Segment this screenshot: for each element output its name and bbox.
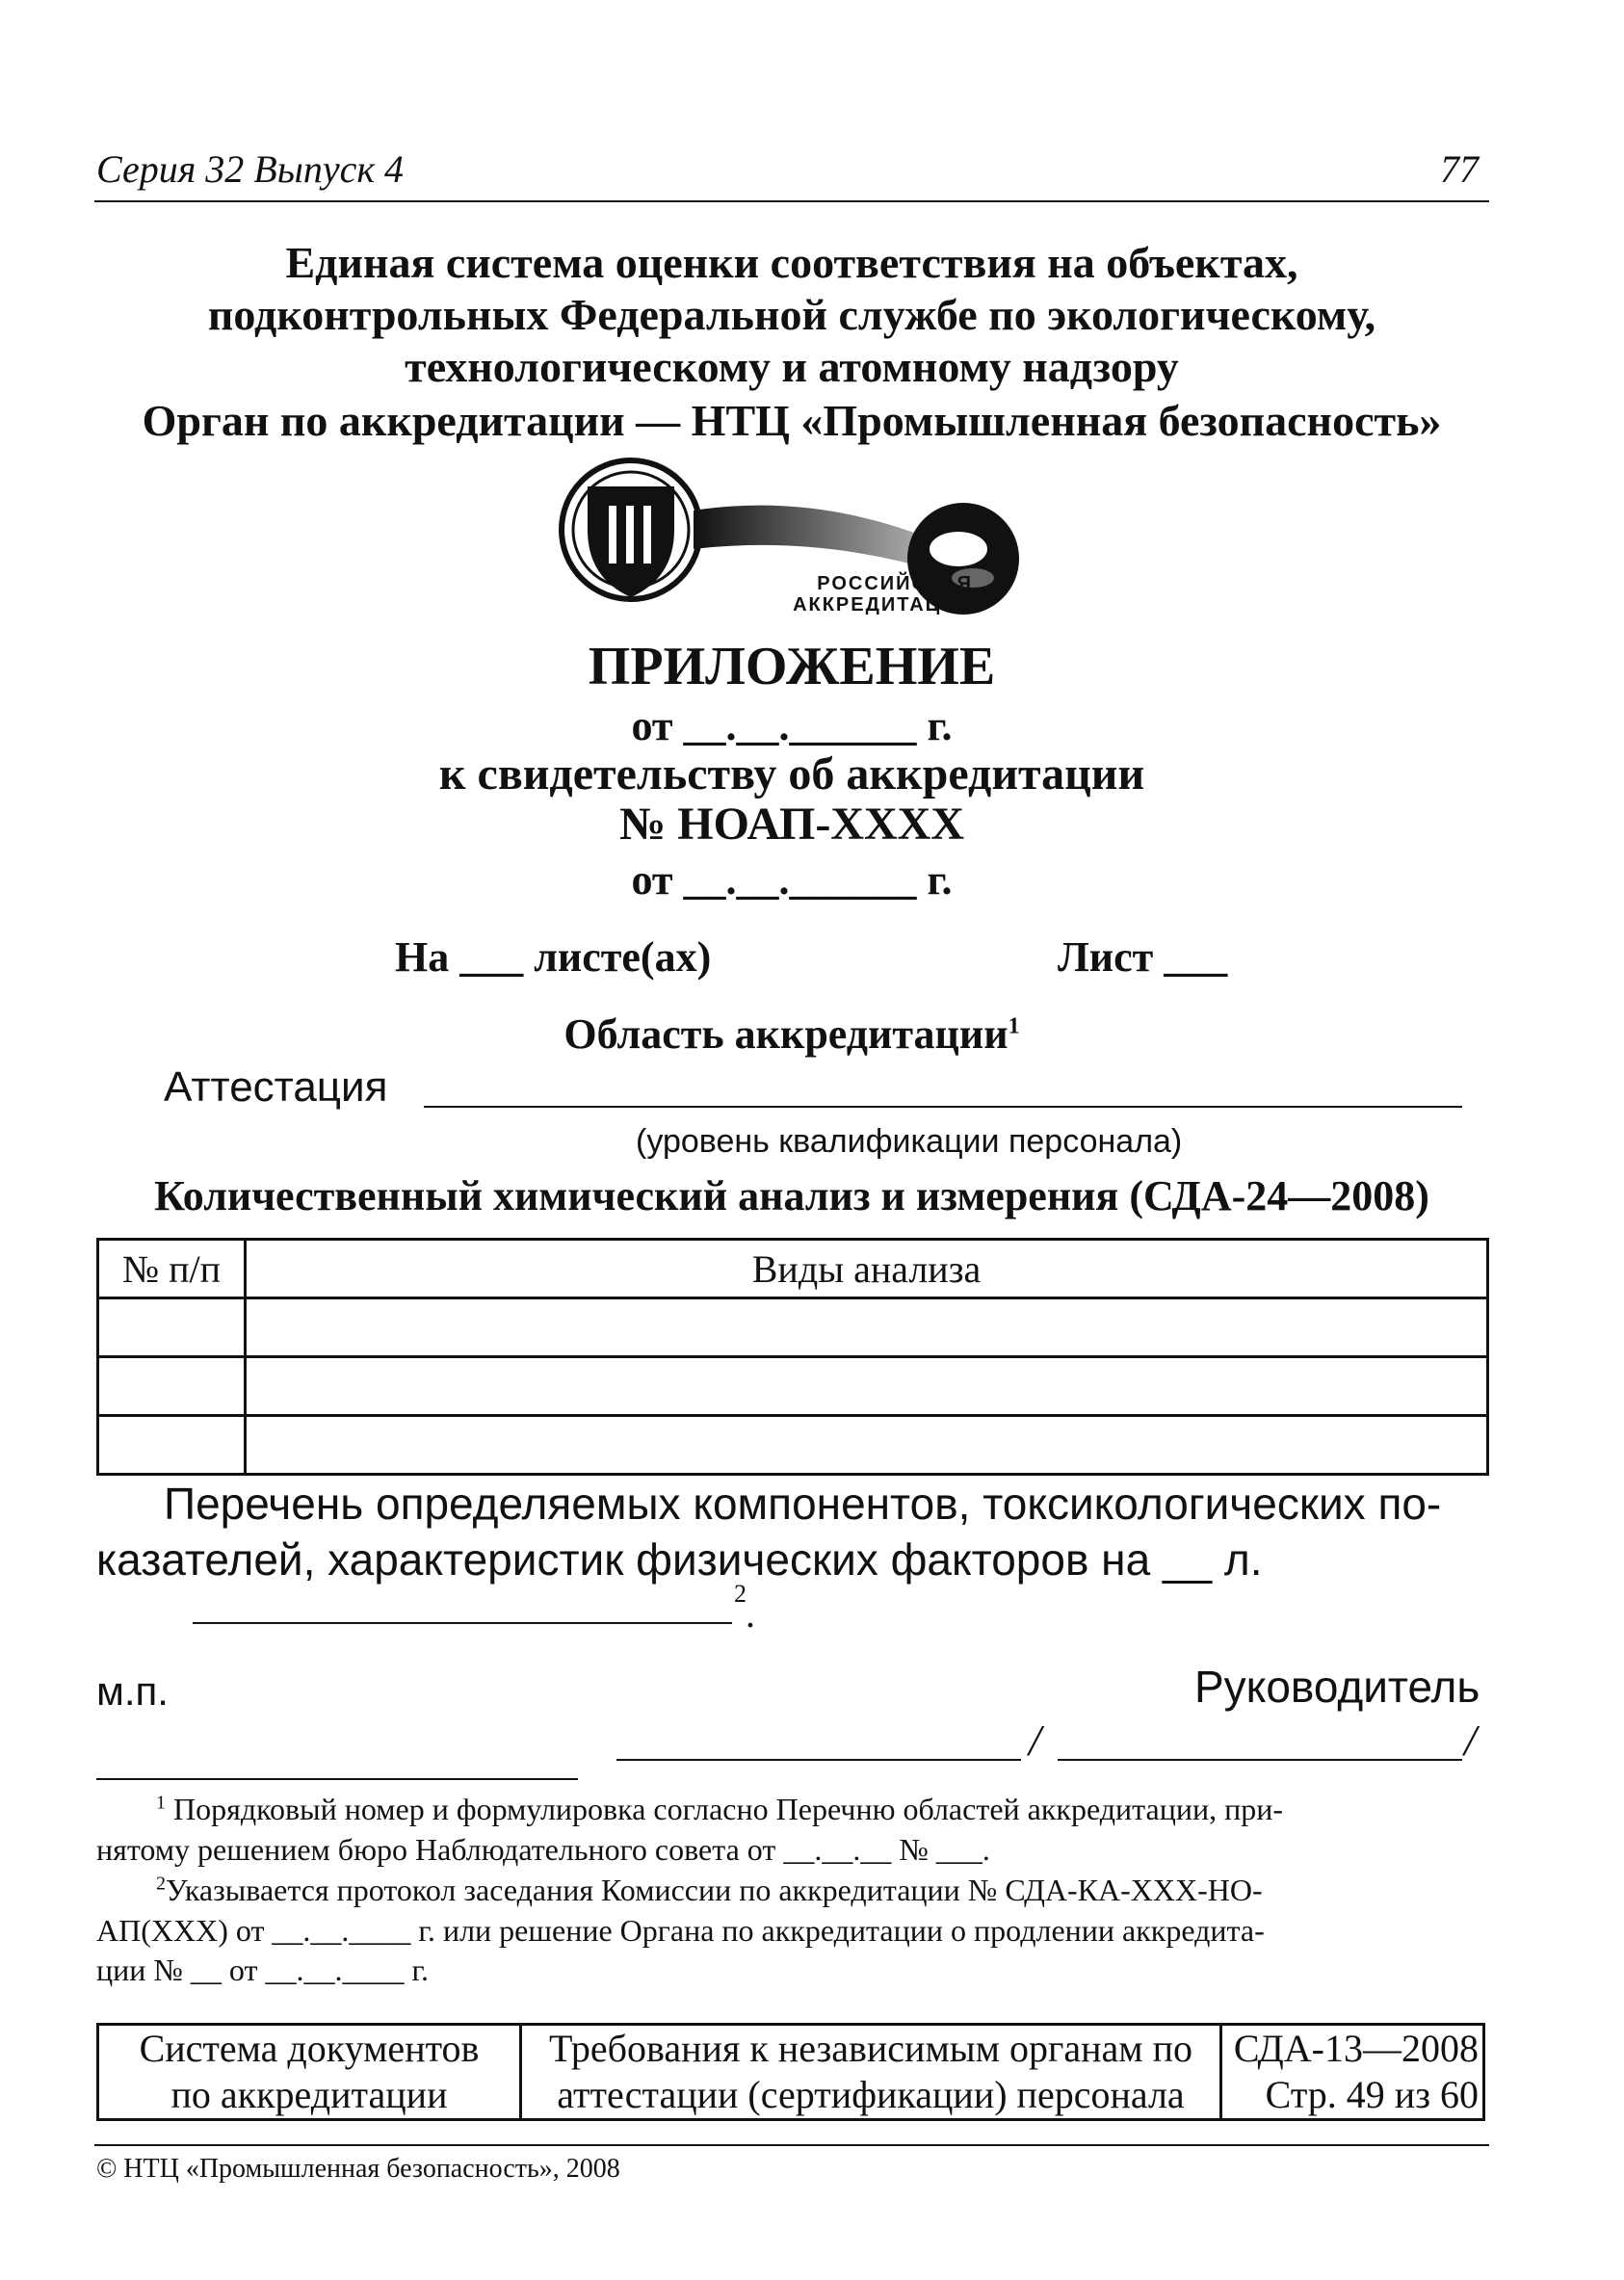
footer-page-count: Стр. 49 из 60 [1265,2073,1479,2116]
qualification-caption: (уровень квалификации персонала) [636,1123,1183,1160]
document-footer-table [96,2023,1485,2121]
footer-system-line-2: по аккредитации [170,2073,448,2116]
scope-heading-text: Область аккредитации [563,1010,1008,1058]
footnote-ref-2: 2 [734,1580,747,1608]
footer-row [98,2025,1484,2120]
certificate-number: № НОАП-XXXX [619,799,964,850]
table-cell [246,1357,1488,1416]
footnote-separator [96,1778,578,1780]
footer-system-cell [98,2025,521,2120]
list-underline [193,1622,732,1624]
header-number: № п/п [98,1240,246,1298]
copyright: © НТЦ «Промышленная безопасность», 2008 [96,2154,620,2184]
footer-requirements-line-1: Требования к независимым органам по [549,2027,1192,2070]
footnote-2-line-1: $^2$Указывается протокол заседания Комиссии по аккредитации № СДА-КА-XXX-НО- [156,1873,1263,1907]
table-cell [98,1357,246,1416]
organization-line: Орган по аккредитации — НТЦ «Промышленная безопасность» [142,396,1442,445]
table-row [98,1357,1488,1416]
footer-system-line-1: Система документов [139,2027,480,2070]
footnote-1-mark: 1 [156,1792,166,1814]
list-line-2: казателей, характеристик физических факторов на __ л. [96,1534,1263,1585]
series-label: Серия 32 Выпуск 4 [96,147,405,191]
footer-requirements-line-2: аттестации (сертификации) персонала [557,2073,1185,2116]
footnote-2-line-2: АП(XXX) от __.__.____ г. или решение Органа по аккредитации о продлении аккредита- [96,1912,1265,1948]
scope-heading [96,1009,1487,1059]
signature-slash-1: / [1029,1716,1041,1765]
analysis-title: Количественный химический анализ и измерения (СДА-24—2008) [154,1172,1429,1219]
header-rule [94,200,1489,202]
title-line-2: подконтрольных Федеральной службе по экологическому, [207,290,1376,339]
footnote-1-line-2: нятому решением бюро Наблюдательного совета от __.__.__ № ___. [96,1831,990,1867]
list-paragraph [96,1476,1489,1587]
footnote-ref-1: 1 [1008,1013,1020,1039]
footer-doc-code: СДА-13—2008 [1233,2027,1479,2070]
table-cell [246,1298,1488,1357]
footnote-2-line-3: ции № __ от __.__.____ г. [96,1952,429,1988]
title-line-3: технологическому и атомному надзору [405,342,1179,391]
title-line-1: Единая система оценки соответствия на объектах, [285,238,1298,287]
header-analysis-types: Виды анализа [246,1240,1488,1298]
footnote-1 [96,1790,1489,1870]
analysis-table [96,1238,1489,1476]
table-row [98,1416,1488,1475]
copyright-rule [94,2144,1489,2146]
logo-text-line-2: АККРЕДИТАЦИЯ [793,594,973,616]
table-header-row [98,1240,1488,1298]
attestation-label: Аттестация [164,1063,388,1111]
certificate-line: к свидетельству об аккредитации [438,748,1145,799]
footer-doc-cell [1221,2025,1484,2120]
table-cell [98,1298,246,1357]
sheet-number: Лист ___ [1058,933,1228,981]
table-cell [98,1416,246,1475]
annex-date-2: от __.__.______ г. [631,856,953,904]
stamp-place: м.п. [96,1668,169,1714]
footnote-2 [96,1871,1489,1991]
head-label: Руководитель [1194,1662,1480,1712]
table-cell [246,1416,1488,1475]
name-line [1058,1759,1462,1761]
annex-heading: ПРИЛОЖЕНИЕ [588,637,996,696]
logo-text-line-1: РОССИЙСКАЯ [817,573,973,594]
table-row [98,1298,1488,1357]
signature-line [616,1759,1021,1761]
page-number: 77 [1440,147,1479,191]
sheets-count: На ___ листе(ах) [395,933,712,981]
list-trailing-dot: . [746,1592,755,1636]
annex-date-1: от __.__.______ г. [631,702,953,749]
footer-requirements-cell [521,2025,1221,2120]
accreditation-logo [549,453,1031,626]
footnote-2-mark: 2 [156,1873,166,1895]
footnote-1-line-1: $^1$ Порядковый номер и формулировка согласно Перечню областей аккредитации, при- [156,1792,1283,1826]
list-line-1: Перечень определяемых компонентов, токсикологических по- [164,1479,1442,1529]
signature-slash-2: / [1464,1716,1477,1765]
attestation-line [424,1106,1462,1108]
